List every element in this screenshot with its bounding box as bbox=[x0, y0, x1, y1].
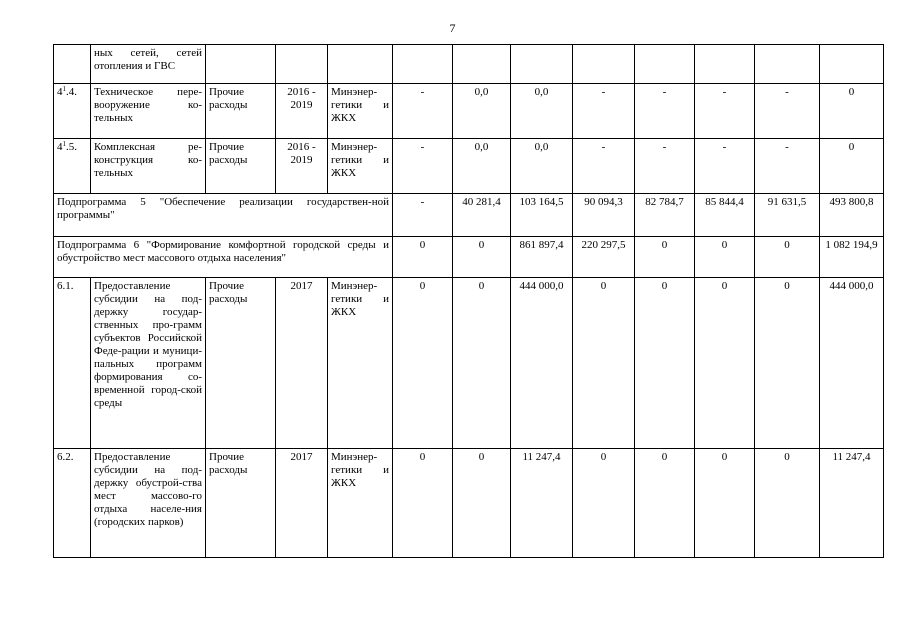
table-row bbox=[54, 278, 884, 449]
expense-type: Прочие расходы bbox=[206, 84, 276, 139]
value-cell: 11 247,4 bbox=[820, 449, 884, 558]
expense-type: Прочие расходы bbox=[206, 278, 276, 449]
row-number: 6.2. bbox=[54, 449, 91, 558]
value-cell: 0 bbox=[820, 84, 884, 139]
value-cell bbox=[453, 45, 511, 84]
subprogram-label: Подпрограмма 5 "Обеспечение реализации государствен-ной программы" bbox=[54, 194, 393, 237]
page-number: 7 bbox=[449, 21, 456, 35]
value-cell: - bbox=[755, 139, 820, 194]
value-cell: 82 784,7 bbox=[635, 194, 695, 237]
value-cell: 0 bbox=[393, 237, 453, 278]
value-cell bbox=[695, 45, 755, 84]
subprogram-row bbox=[54, 237, 884, 278]
executor bbox=[328, 45, 393, 84]
value-cell: 11 247,4 bbox=[511, 449, 573, 558]
row-number: $4^1.5$. bbox=[54, 139, 91, 194]
period: 2017 bbox=[276, 278, 328, 449]
value-cell: 0 bbox=[635, 449, 695, 558]
row-number bbox=[54, 45, 91, 84]
value-cell: 40 281,4 bbox=[453, 194, 511, 237]
value-cell: 0 bbox=[695, 237, 755, 278]
value-cell: - bbox=[695, 139, 755, 194]
expense-type bbox=[206, 45, 276, 84]
value-cell: - bbox=[755, 84, 820, 139]
value-cell: 0 bbox=[453, 449, 511, 558]
value-cell: - bbox=[393, 139, 453, 194]
item-name: Комплексная ре-конструкция ко-тельных bbox=[91, 139, 206, 194]
value-cell: 0 bbox=[755, 237, 820, 278]
item-name: Предоставление субсидии на под-держку государ-ственных про-грамм субъектов Российской Феде-рации и муници-пальных программ формирования со-временной город-ской среды bbox=[91, 278, 206, 449]
value-cell: 0 bbox=[393, 449, 453, 558]
value-cell: - bbox=[695, 84, 755, 139]
value-cell: 90 094,3 bbox=[573, 194, 635, 237]
value-cell: 0,0 bbox=[453, 84, 511, 139]
value-cell: 0 bbox=[695, 449, 755, 558]
value-cell bbox=[573, 45, 635, 84]
period bbox=[276, 45, 328, 84]
value-cell: 0 bbox=[393, 278, 453, 449]
value-cell: 444 000,0 bbox=[511, 278, 573, 449]
budget-table bbox=[53, 44, 884, 558]
value-cell: 85 844,4 bbox=[695, 194, 755, 237]
subprogram-label: Подпрограмма 6 "Формирование комфортной городской среды и обустройство мест массового отдыха населения" bbox=[54, 237, 393, 278]
value-cell: 0 bbox=[573, 278, 635, 449]
value-cell bbox=[755, 45, 820, 84]
item-name: Предоставление субсидии на под-держку обустрой-ства мест массово-го отдыха населе-ния (городских парков) bbox=[91, 449, 206, 558]
table-row bbox=[54, 139, 884, 194]
value-cell: 0,0 bbox=[511, 84, 573, 139]
value-cell: 91 631,5 bbox=[755, 194, 820, 237]
value-cell bbox=[820, 45, 884, 84]
row-number: $4^1.4$. bbox=[54, 84, 91, 139]
table-row bbox=[54, 84, 884, 139]
value-cell bbox=[635, 45, 695, 84]
subprogram-row bbox=[54, 194, 884, 237]
table-row bbox=[54, 45, 884, 84]
row-number: 6.1. bbox=[54, 278, 91, 449]
value-cell: - bbox=[393, 194, 453, 237]
executor: Минэнер-гетики и ЖКХ bbox=[328, 84, 393, 139]
value-cell: 0 bbox=[635, 278, 695, 449]
value-cell: 0 bbox=[453, 237, 511, 278]
executor: Минэнер-гетики и ЖКХ bbox=[328, 449, 393, 558]
value-cell: 1 082 194,9 bbox=[820, 237, 884, 278]
executor: Минэнер-гетики и ЖКХ bbox=[328, 278, 393, 449]
period: 2017 bbox=[276, 449, 328, 558]
value-cell: - bbox=[635, 139, 695, 194]
value-cell: 0 bbox=[755, 278, 820, 449]
period: 2016 - 2019 bbox=[276, 139, 328, 194]
value-cell: - bbox=[393, 84, 453, 139]
table-row bbox=[54, 449, 884, 558]
value-cell: 0,0 bbox=[511, 139, 573, 194]
value-cell: 493 800,8 bbox=[820, 194, 884, 237]
value-cell: - bbox=[573, 84, 635, 139]
value-cell: 0 bbox=[573, 449, 635, 558]
value-cell: 0 bbox=[635, 237, 695, 278]
value-cell: 0 bbox=[695, 278, 755, 449]
value-cell: 220 297,5 bbox=[573, 237, 635, 278]
value-cell: 861 897,4 bbox=[511, 237, 573, 278]
expense-type: Прочие расходы bbox=[206, 139, 276, 194]
value-cell bbox=[393, 45, 453, 84]
item-name: Техническое пере-вооружение ко-тельных bbox=[91, 84, 206, 139]
value-cell: - bbox=[573, 139, 635, 194]
value-cell: 103 164,5 bbox=[511, 194, 573, 237]
value-cell: 0 bbox=[755, 449, 820, 558]
period: 2016 - 2019 bbox=[276, 84, 328, 139]
value-cell: 0,0 bbox=[453, 139, 511, 194]
value-cell bbox=[511, 45, 573, 84]
value-cell: 0 bbox=[820, 139, 884, 194]
value-cell: - bbox=[635, 84, 695, 139]
value-cell: 444 000,0 bbox=[820, 278, 884, 449]
value-cell: 0 bbox=[453, 278, 511, 449]
expense-type: Прочие расходы bbox=[206, 449, 276, 558]
executor: Минэнер-гетики и ЖКХ bbox=[328, 139, 393, 194]
item-name: ных сетей, сетей отопления и ГВС bbox=[91, 45, 206, 84]
